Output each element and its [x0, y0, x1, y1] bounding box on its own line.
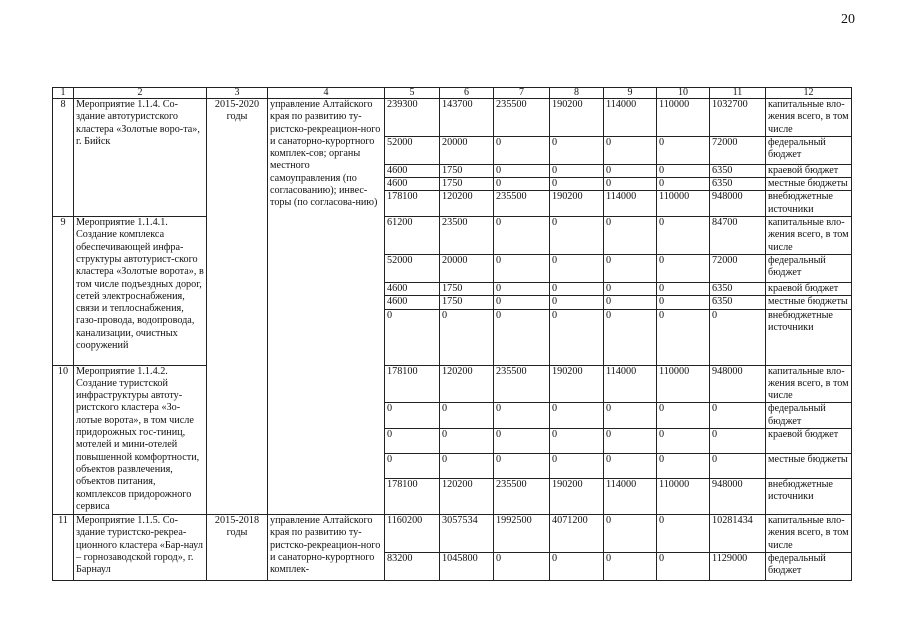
amount-cell: 0 — [657, 309, 710, 365]
amount-cell: 1750 — [440, 282, 494, 295]
amount-cell: 120200 — [440, 365, 494, 403]
amount-cell: 190200 — [550, 191, 604, 217]
amount-cell: 6350 — [710, 164, 766, 177]
amount-cell: 0 — [604, 454, 657, 479]
amount-cell: 0 — [385, 403, 440, 429]
amount-cell: 0 — [657, 254, 710, 282]
page-number: 20 — [841, 12, 855, 27]
amount-cell: 4600 — [385, 178, 440, 191]
amount-cell: 6350 — [710, 282, 766, 295]
amount-cell: 0 — [604, 429, 657, 454]
amount-cell: 23500 — [440, 217, 494, 255]
amount-cell: 1129000 — [710, 552, 766, 580]
amount-cell: 0 — [494, 429, 550, 454]
amount-cell: 0 — [385, 454, 440, 479]
period: 2015-2018 годы — [207, 515, 268, 581]
amount-cell: 1750 — [440, 178, 494, 191]
amount-cell: 0 — [657, 164, 710, 177]
column-header: 10 — [657, 88, 710, 99]
amount-cell: 0 — [657, 178, 710, 191]
amount-cell: 0 — [385, 309, 440, 365]
funding-source: местные бюджеты — [766, 178, 852, 191]
measure-name: Мероприятие 1.1.4.2. Создание туристской инфраструктуры автоту-ристского кластера «Зо-лотые ворота», в том числе придорожных гос-тиниц, мотелей и мини-отелей повышенной комфортности, объектов развлечения, объектов питания, комплексов придорожного сервиса — [74, 365, 207, 514]
column-header: 4 — [268, 88, 385, 99]
amount-cell: 6350 — [710, 296, 766, 309]
amount-cell: 4071200 — [550, 515, 604, 553]
amount-cell: 143700 — [440, 99, 494, 137]
column-header: 9 — [604, 88, 657, 99]
amount-cell: 0 — [550, 217, 604, 255]
amount-cell: 0 — [604, 254, 657, 282]
funding-source: федеральный бюджет — [766, 136, 852, 164]
row-number: 10 — [53, 365, 74, 514]
amount-cell: 0 — [494, 552, 550, 580]
amount-cell: 0 — [604, 552, 657, 580]
table-row — [53, 515, 852, 553]
amount-cell: 0 — [385, 429, 440, 454]
amount-cell: 0 — [494, 296, 550, 309]
funding-source: внебюджетные источники — [766, 309, 852, 365]
period: 2015-2020 годы — [207, 99, 268, 515]
amount-cell: 239300 — [385, 99, 440, 137]
amount-cell: 20000 — [440, 136, 494, 164]
amount-cell: 235500 — [494, 191, 550, 217]
amount-cell: 4600 — [385, 296, 440, 309]
amount-cell: 0 — [550, 164, 604, 177]
amount-cell: 114000 — [604, 365, 657, 403]
amount-cell: 110000 — [657, 479, 710, 515]
funding-source: краевой бюджет — [766, 282, 852, 295]
amount-cell: 0 — [494, 403, 550, 429]
amount-cell: 0 — [550, 136, 604, 164]
amount-cell: 0 — [657, 296, 710, 309]
column-header: 12 — [766, 88, 852, 99]
funding-source: местные бюджеты — [766, 296, 852, 309]
amount-cell: 948000 — [710, 479, 766, 515]
amount-cell: 52000 — [385, 254, 440, 282]
funding-source: капитальные вло-жения всего, в том числе — [766, 365, 852, 403]
column-header: 8 — [550, 88, 604, 99]
amount-cell: 0 — [550, 178, 604, 191]
amount-cell: 0 — [657, 217, 710, 255]
amount-cell: 235500 — [494, 365, 550, 403]
amount-cell: 1045800 — [440, 552, 494, 580]
amount-cell: 0 — [440, 403, 494, 429]
amount-cell: 120200 — [440, 191, 494, 217]
amount-cell: 0 — [657, 429, 710, 454]
column-header: 7 — [494, 88, 550, 99]
executor: управление Алтайского края по развитию ту-ристско-рекреацион-ного и санаторно-курортного комплек- — [268, 515, 385, 581]
amount-cell: 0 — [550, 254, 604, 282]
amount-cell: 948000 — [710, 191, 766, 217]
amount-cell: 120200 — [440, 479, 494, 515]
amount-cell: 235500 — [494, 479, 550, 515]
amount-cell: 10281434 — [710, 515, 766, 553]
amount-cell: 0 — [657, 136, 710, 164]
amount-cell: 0 — [604, 178, 657, 191]
funding-source: краевой бюджет — [766, 164, 852, 177]
amount-cell: 0 — [494, 217, 550, 255]
amount-cell: 1750 — [440, 164, 494, 177]
column-header: 11 — [710, 88, 766, 99]
funding-source: федеральный бюджет — [766, 403, 852, 429]
funding-source: федеральный бюджет — [766, 254, 852, 282]
amount-cell: 0 — [657, 515, 710, 553]
amount-cell: 0 — [550, 454, 604, 479]
funding-source: капитальные вло-жения всего, в том числе — [766, 217, 852, 255]
amount-cell: 0 — [657, 282, 710, 295]
amount-cell: 0 — [604, 403, 657, 429]
amount-cell: 0 — [604, 282, 657, 295]
amount-cell: 83200 — [385, 552, 440, 580]
amount-cell: 0 — [710, 429, 766, 454]
amount-cell: 0 — [494, 164, 550, 177]
table-row — [53, 365, 852, 403]
amount-cell: 0 — [550, 552, 604, 580]
amount-cell: 110000 — [657, 99, 710, 137]
amount-cell: 0 — [494, 136, 550, 164]
amount-cell: 235500 — [494, 99, 550, 137]
funding-source: внебюджетные источники — [766, 191, 852, 217]
amount-cell: 178100 — [385, 479, 440, 515]
amount-cell: 72000 — [710, 254, 766, 282]
amount-cell: 114000 — [604, 191, 657, 217]
amount-cell: 948000 — [710, 365, 766, 403]
amount-cell: 0 — [657, 552, 710, 580]
amount-cell: 0 — [440, 429, 494, 454]
column-header: 3 — [207, 88, 268, 99]
column-header: 6 — [440, 88, 494, 99]
amount-cell: 114000 — [604, 99, 657, 137]
amount-cell: 0 — [550, 309, 604, 365]
amount-cell: 0 — [604, 296, 657, 309]
table-row — [53, 217, 852, 255]
amount-cell: 0 — [710, 403, 766, 429]
amount-cell: 0 — [440, 454, 494, 479]
column-header: 5 — [385, 88, 440, 99]
row-number: 11 — [53, 515, 74, 581]
budget-table — [52, 87, 852, 581]
amount-cell: 0 — [604, 164, 657, 177]
measure-name: Мероприятие 1.1.4.1. Создание комплекса обеспечивающей инфра-структуры автотурист-ского кластера «Золотые ворота», в том числе подъездных дорог, сетей электроснабжения, связи и теплоснабжения, газо-провода, водопровода, канализации, очистных сооружений — [74, 217, 207, 365]
amount-cell: 0 — [494, 454, 550, 479]
column-header: 1 — [53, 88, 74, 99]
amount-cell: 0 — [657, 403, 710, 429]
table-header-row — [53, 88, 852, 99]
amount-cell: 61200 — [385, 217, 440, 255]
amount-cell: 0 — [657, 454, 710, 479]
funding-source: федеральный бюджет — [766, 552, 852, 580]
amount-cell: 0 — [604, 309, 657, 365]
amount-cell: 114000 — [604, 479, 657, 515]
amount-cell: 4600 — [385, 164, 440, 177]
amount-cell: 110000 — [657, 365, 710, 403]
amount-cell: 0 — [440, 309, 494, 365]
amount-cell: 72000 — [710, 136, 766, 164]
amount-cell: 0 — [710, 454, 766, 479]
measure-name: Мероприятие 1.1.5. Со-здание туристско-рекреа-ционного кластера «Бар-наул – горнозаводской город», г. Барнаул — [74, 515, 207, 581]
amount-cell: 0 — [550, 403, 604, 429]
amount-cell: 190200 — [550, 99, 604, 137]
amount-cell: 178100 — [385, 191, 440, 217]
executor: управление Алтайского края по развитию ту-ристско-рекреацион-ного и санаторно-курортного комплек-сов; органы местного самоуправления (по согласованию); инвес-торы (по согласова-нию) — [268, 99, 385, 515]
amount-cell: 3057534 — [440, 515, 494, 553]
amount-cell: 1032700 — [710, 99, 766, 137]
column-header: 2 — [74, 88, 207, 99]
funding-source: капитальные вло-жения всего, в том числе — [766, 99, 852, 137]
amount-cell: 0 — [494, 282, 550, 295]
amount-cell: 0 — [494, 178, 550, 191]
funding-source: местные бюджеты — [766, 454, 852, 479]
amount-cell: 0 — [550, 296, 604, 309]
amount-cell: 84700 — [710, 217, 766, 255]
row-number: 9 — [53, 217, 74, 365]
table-row — [53, 99, 852, 137]
measure-name: Мероприятие 1.1.4. Со-здание автотуристского кластера «Золотые воро-та», г. Бийск — [74, 99, 207, 217]
amount-cell: 0 — [604, 515, 657, 553]
amount-cell: 0 — [604, 217, 657, 255]
amount-cell: 0 — [550, 282, 604, 295]
amount-cell: 190200 — [550, 365, 604, 403]
row-number: 8 — [53, 99, 74, 217]
funding-source: краевой бюджет — [766, 429, 852, 454]
amount-cell: 0 — [494, 254, 550, 282]
amount-cell: 0 — [494, 309, 550, 365]
amount-cell: 0 — [550, 429, 604, 454]
amount-cell: 0 — [604, 136, 657, 164]
amount-cell: 20000 — [440, 254, 494, 282]
amount-cell: 1992500 — [494, 515, 550, 553]
amount-cell: 178100 — [385, 365, 440, 403]
amount-cell: 1750 — [440, 296, 494, 309]
amount-cell: 52000 — [385, 136, 440, 164]
amount-cell: 190200 — [550, 479, 604, 515]
amount-cell: 1160200 — [385, 515, 440, 553]
amount-cell: 110000 — [657, 191, 710, 217]
funding-source: капитальные вло-жения всего, в том числе — [766, 515, 852, 553]
funding-source: внебюджетные источники — [766, 479, 852, 515]
amount-cell: 4600 — [385, 282, 440, 295]
amount-cell: 0 — [710, 309, 766, 365]
amount-cell: 6350 — [710, 178, 766, 191]
